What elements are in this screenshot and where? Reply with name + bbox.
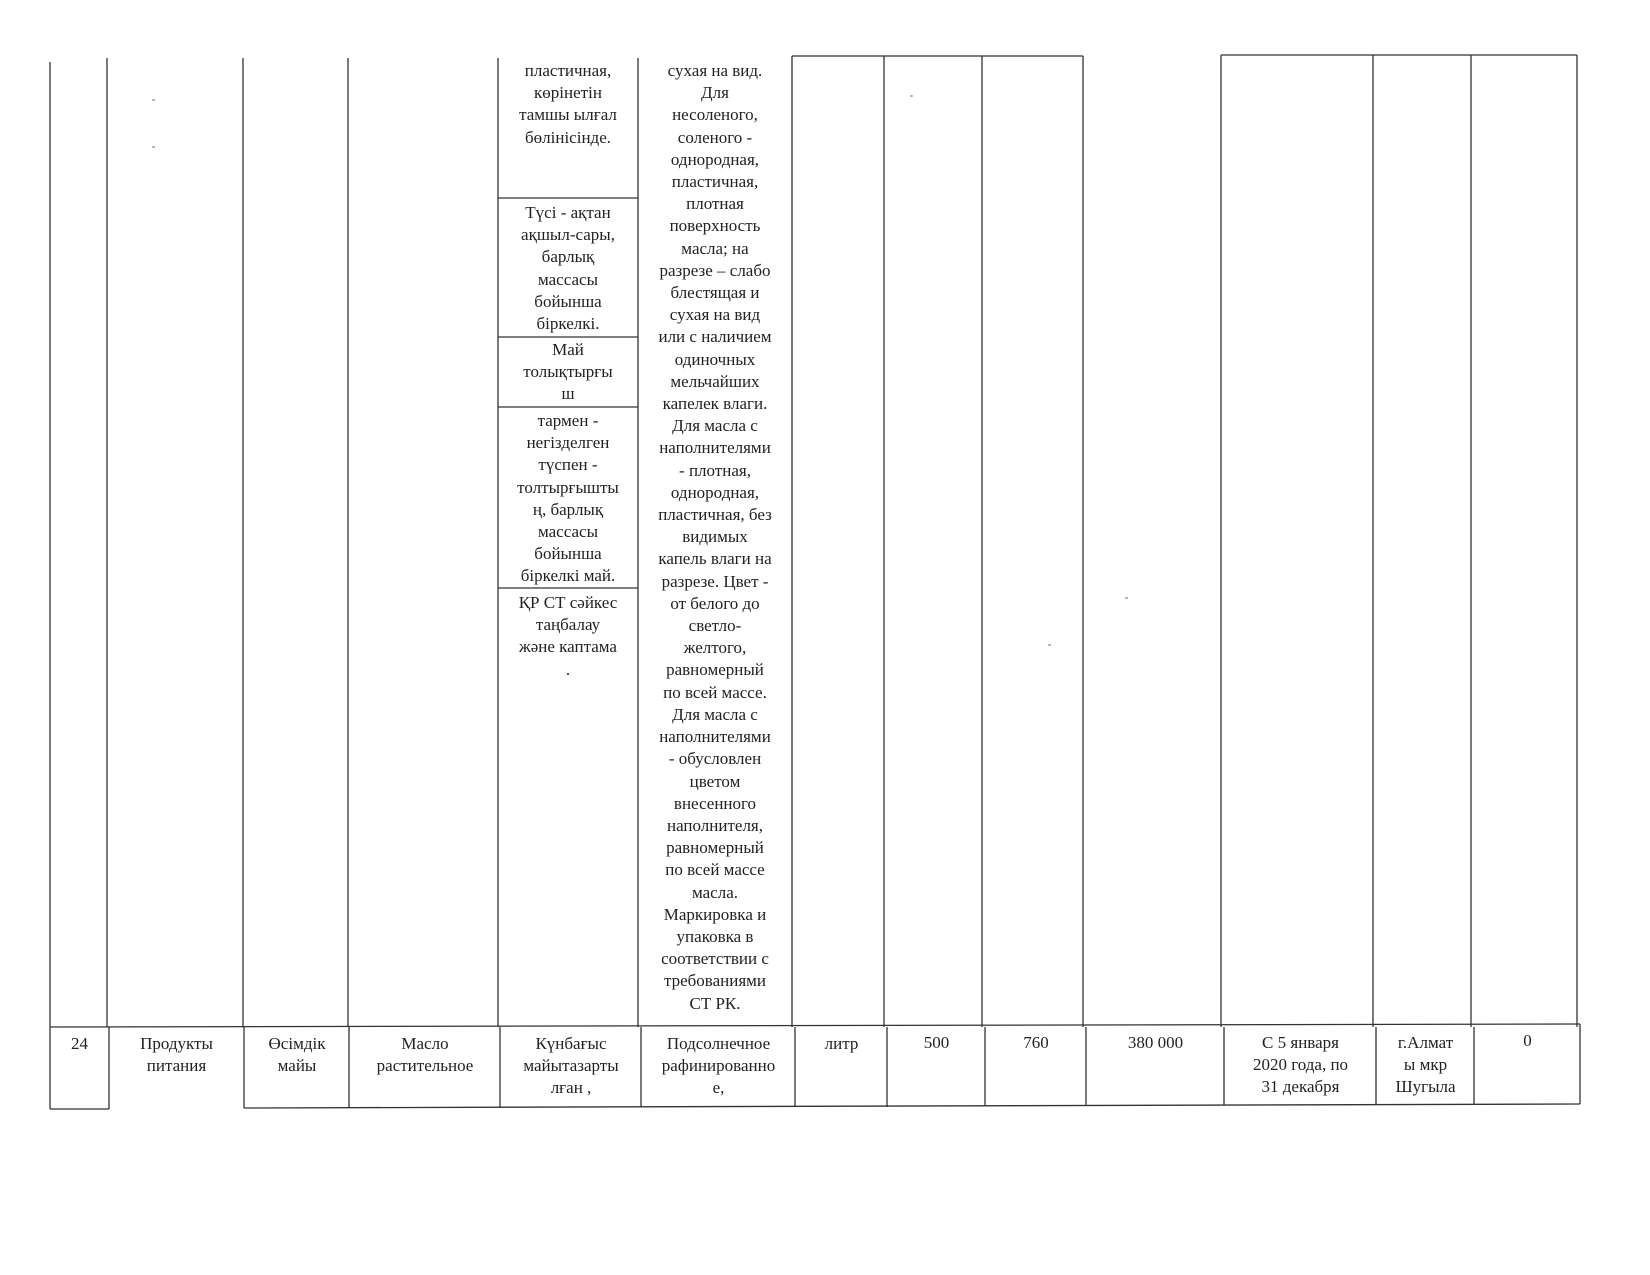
kz-texture-tail	[500, 60, 636, 149]
scan-speck	[1048, 644, 1051, 646]
quantity-cell: 500	[923, 1033, 950, 1052]
text-line: одиночных	[674, 349, 756, 369]
text-line: Күнбағыс	[535, 1034, 607, 1053]
text-line: лған ,	[550, 1078, 592, 1097]
text-line: Для масла с	[672, 416, 758, 436]
text-line: разрезе – слабо	[659, 260, 771, 280]
text-line: равномерный	[666, 838, 764, 858]
text-line: е,	[712, 1078, 725, 1097]
text-line: Для масла с	[672, 704, 758, 724]
text-line: Шугыла	[1395, 1077, 1456, 1096]
text-line: Подсолнечное	[666, 1034, 771, 1053]
scan-speck	[910, 95, 913, 97]
text-line: 31 декабря	[1261, 1077, 1340, 1096]
text-line: однородная,	[670, 482, 760, 502]
text-line: масла.	[691, 882, 738, 902]
text-line: несоленого,	[672, 105, 758, 125]
text-line: наполнителями	[659, 438, 771, 458]
text-line: от белого до	[670, 593, 760, 613]
ru-specification-text	[639, 60, 791, 1015]
text-line: массасы	[538, 522, 598, 542]
kz-marking	[500, 592, 636, 681]
text-line: соленого -	[677, 127, 753, 147]
text-line: ң, барлық	[532, 499, 604, 519]
scan-speck	[152, 146, 155, 148]
text-line: видимых	[682, 527, 748, 547]
text-line: ақшыл-сары,	[521, 225, 615, 245]
text-line: біркелкі.	[536, 314, 600, 334]
text-line: равномерный	[666, 660, 764, 680]
category-cell	[110, 1033, 243, 1077]
kz-color-description	[500, 202, 636, 335]
unit-cell: литр	[824, 1034, 859, 1053]
text-line: плотная	[686, 194, 744, 214]
text-line: Өсімдік	[268, 1034, 326, 1053]
text-line: және каптама	[519, 637, 617, 657]
row-number: 24	[71, 1034, 88, 1053]
text-line: көрінетін	[534, 83, 602, 103]
text-line: СТ РК.	[689, 993, 741, 1013]
text-line: Маркировка и	[663, 904, 767, 924]
text-line: блестящая и	[670, 283, 760, 303]
text-line: толықтырғы	[523, 362, 613, 382]
text-line: по всей массе	[665, 860, 765, 880]
text-line: біркелкі май.	[520, 566, 616, 586]
text-line: мельчайших	[670, 371, 760, 391]
kz-filler-description	[500, 410, 636, 588]
spec-ru-cell	[642, 1033, 795, 1099]
text-line: разрезе. Цвет -	[661, 571, 769, 591]
text-line: поверхность	[669, 216, 761, 236]
price-cell: 760	[1023, 1033, 1049, 1052]
text-line: по всей массе.	[663, 682, 767, 702]
text-line: наполнителями	[659, 727, 771, 747]
text-line: тармен -	[537, 411, 599, 430]
total-cell: 380 000	[1127, 1033, 1184, 1052]
text-line: г.Алмат	[1397, 1033, 1454, 1052]
text-line: Май	[552, 340, 584, 359]
text-line: капель влаги на	[658, 549, 772, 569]
delivery-place-cell	[1377, 1032, 1474, 1098]
text-line: упаковка в	[676, 926, 754, 946]
text-line: - плотная,	[679, 460, 751, 480]
text-line: светло-	[688, 616, 742, 636]
text-line: Түсі - ақтан	[525, 203, 611, 222]
text-line: соответствии с	[661, 949, 769, 969]
text-line: питания	[146, 1056, 207, 1075]
text-line: ҚР СТ сәйкес	[518, 593, 618, 612]
delivery-term-cell	[1225, 1032, 1376, 1098]
text-line: ш	[561, 384, 575, 404]
kz-filler-heading	[500, 339, 636, 406]
text-line: пластичная,	[671, 172, 759, 192]
text-line: - обусловлен	[668, 749, 762, 769]
text-line: Продукты	[140, 1034, 213, 1053]
text-line: бөлінісінде.	[525, 127, 611, 147]
text-line: таңбалау	[535, 615, 601, 635]
text-line: растительное	[376, 1056, 474, 1075]
name-kz-cell	[245, 1033, 349, 1077]
text-line: сухая на вид.	[667, 61, 763, 80]
text-line: наполнителя,	[667, 815, 763, 835]
text-line: внесенного	[673, 793, 757, 813]
text-line: түспен -	[538, 455, 598, 475]
text-line: майытазарты	[523, 1056, 619, 1075]
text-line: пластичная,	[524, 61, 612, 80]
text-line: или с наличием	[658, 327, 772, 347]
scan-speck	[1125, 597, 1128, 599]
text-line: сухая на вид	[669, 305, 761, 325]
text-line: капелек влаги.	[662, 394, 768, 414]
text-line: толтырғышты	[517, 477, 619, 497]
text-line: пластичная, без	[658, 505, 772, 525]
text-line: бойынша	[534, 291, 602, 311]
text-line: ы мкр	[1403, 1055, 1448, 1074]
text-line: майы	[277, 1056, 317, 1075]
text-line: негізделген	[526, 433, 610, 453]
text-line: Для	[701, 83, 729, 103]
text-line: желтого,	[683, 638, 747, 658]
text-line: однородная,	[670, 149, 760, 169]
spec-kz-cell	[501, 1033, 641, 1099]
prepayment-cell: 0	[1523, 1031, 1532, 1050]
text-line: требованиями	[663, 971, 767, 991]
name-ru-cell	[350, 1033, 500, 1077]
text-line: тамшы ылғал	[519, 105, 617, 125]
text-line: масла; на	[681, 238, 749, 258]
text-line: цветом	[689, 771, 741, 791]
text-line: .	[565, 659, 571, 679]
text-line: С 5 января	[1262, 1033, 1339, 1052]
scan-speck	[152, 99, 155, 101]
text-line: 2020 года, по	[1252, 1055, 1349, 1074]
text-line: Масло	[401, 1034, 449, 1053]
text-line: массасы	[538, 269, 598, 289]
text-line: барлық	[541, 247, 595, 267]
text-line: рафинированно	[661, 1056, 776, 1075]
text-line: бойынша	[534, 544, 602, 564]
